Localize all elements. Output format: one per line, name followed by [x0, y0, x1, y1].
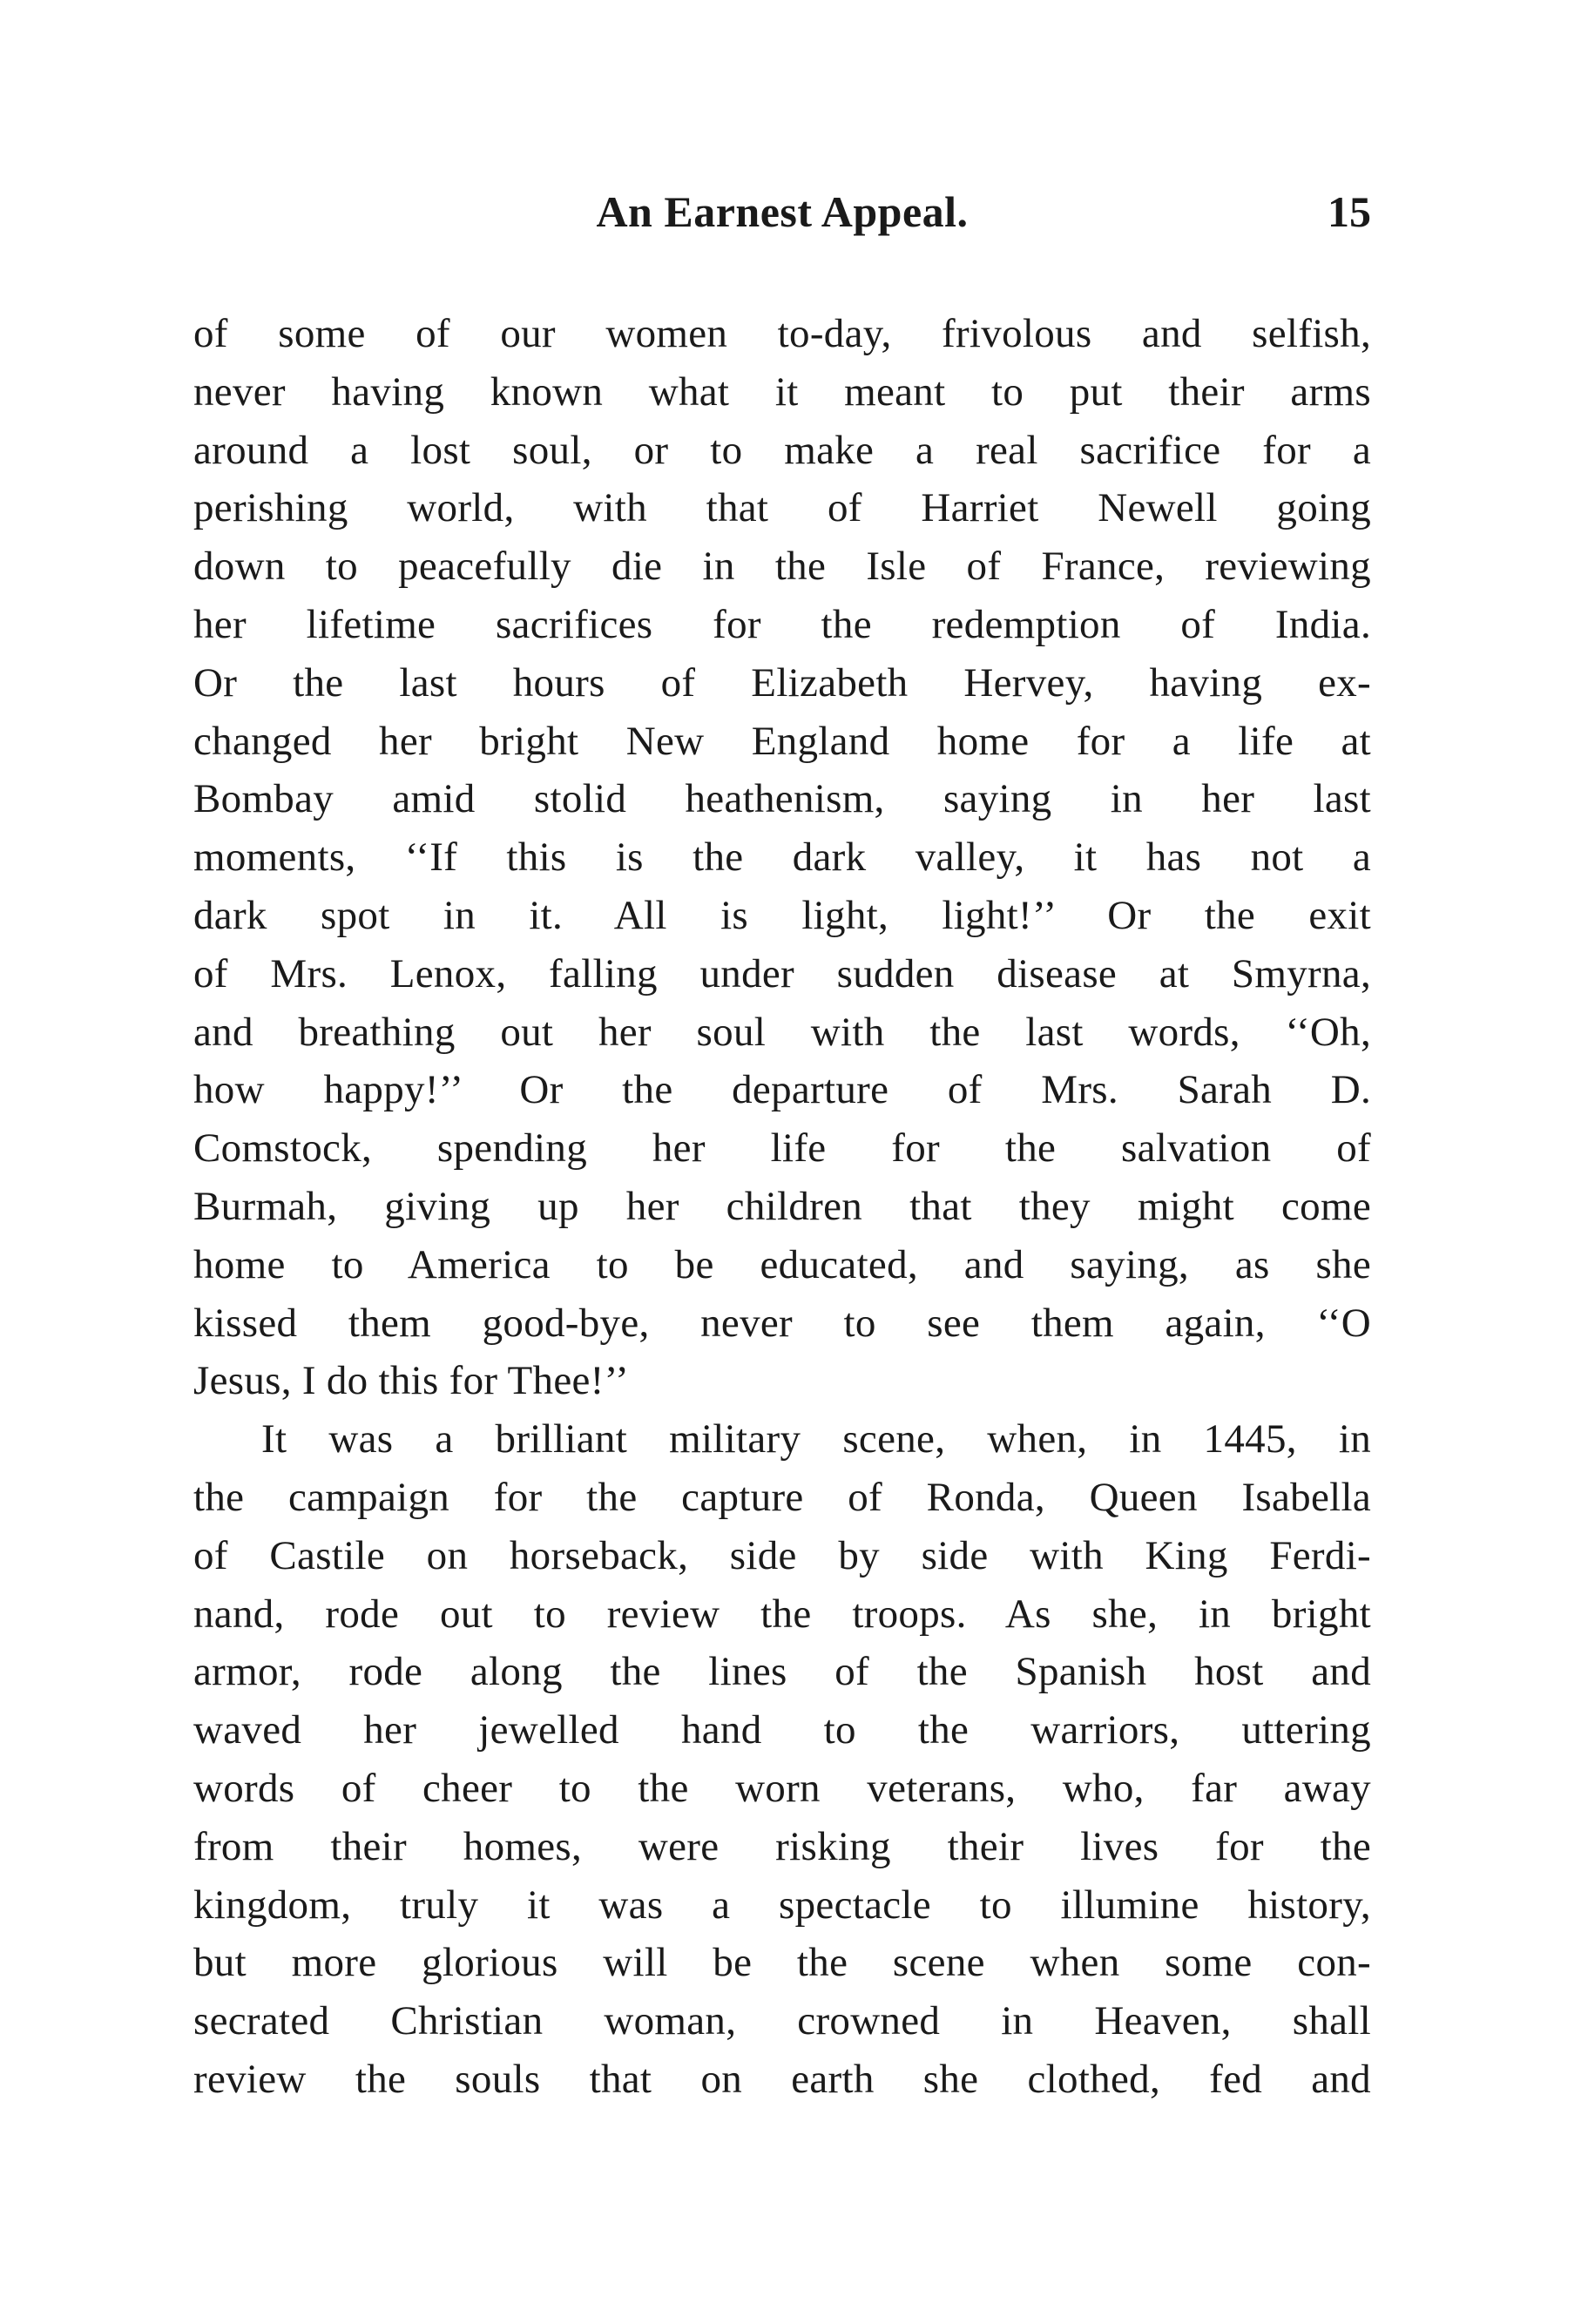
text-line: Bombay amid stolid heathenism, saying in her last [193, 776, 1371, 822]
text-line: of Mrs. Lenox, falling under sudden disease at Smyrna, [193, 950, 1371, 996]
text-line: around a lost soul, or to make a real sacrifice for a [193, 427, 1371, 473]
text-line: words of cheer to the worn veterans, who, far away [193, 1765, 1371, 1811]
text-line: changed her bright New England home for a life at [193, 718, 1371, 764]
text-line: waved her jewelled hand to the warriors, uttering [193, 1707, 1371, 1753]
text-line: moments, ‘‘If this is the dark valley, it has not a [193, 834, 1371, 881]
text-line: her lifetime sacrifices for the redemption of India. [193, 601, 1371, 647]
paragraph-1 [193, 305, 1371, 1410]
text-line: Comstock, spending her life for the salvation of [193, 1125, 1371, 1172]
text-line: armor, rode along the lines of the Spanish host and [193, 1649, 1371, 1695]
text-line: dark spot in it. All is light, light!’’ Or the exit [193, 892, 1371, 938]
body-text [193, 305, 1371, 2109]
text-line: home to America to be educated, and saying, as she [193, 1241, 1371, 1287]
text-line: kissed them good-bye, never to see them again, ‘‘O [193, 1300, 1371, 1346]
paragraph-2 [193, 1410, 1371, 2109]
page-title: An Earnest Appeal. [596, 187, 969, 236]
text-line: down to peacefully die in the Isle of France, reviewing [193, 544, 1371, 590]
text-line: of Castile on horseback, side by side with King Ferdi- [193, 1532, 1371, 1578]
text-line: Jesus, I do this for Thee!’’ [193, 1358, 630, 1404]
text-line: of some of our women to-day, frivolous and selfish, [193, 311, 1371, 356]
text-line: but more glorious will be the scene when some con- [193, 1940, 1371, 1986]
text-line: Or the last hours of Elizabeth Hervey, having ex- [193, 659, 1371, 706]
text-line: never having known what it meant to put their arms [193, 368, 1371, 415]
running-header [193, 186, 1371, 247]
page-number: 15 [1328, 187, 1371, 236]
text-line: nand, rode out to review the troops. As she, in bright [193, 1591, 1371, 1637]
text-line: It was a brilliant military scene, when, in 1445, in [261, 1416, 1371, 1463]
text-line: from their homes, were risking their lives for the [193, 1823, 1371, 1869]
text-line: kingdom, truly it was a spectacle to illumine history, [193, 1881, 1371, 1928]
text-line: secrated Christian woman, crowned in Heaven, shall [193, 1998, 1371, 2044]
text-line: Burmah, giving up her children that they might come [193, 1183, 1371, 1229]
text-line: the campaign for the capture of Ronda, Queen Isabella [193, 1474, 1371, 1520]
text-line: perishing world, with that of Harriet Newell going [193, 485, 1371, 531]
text-line: and breathing out her soul with the last words, ‘‘Oh, [193, 1009, 1371, 1055]
text-line: how happy!’’ Or the departure of Mrs. Sarah D. [193, 1067, 1371, 1113]
text-line: review the souls that on earth she clothed, fed and [193, 2056, 1371, 2102]
